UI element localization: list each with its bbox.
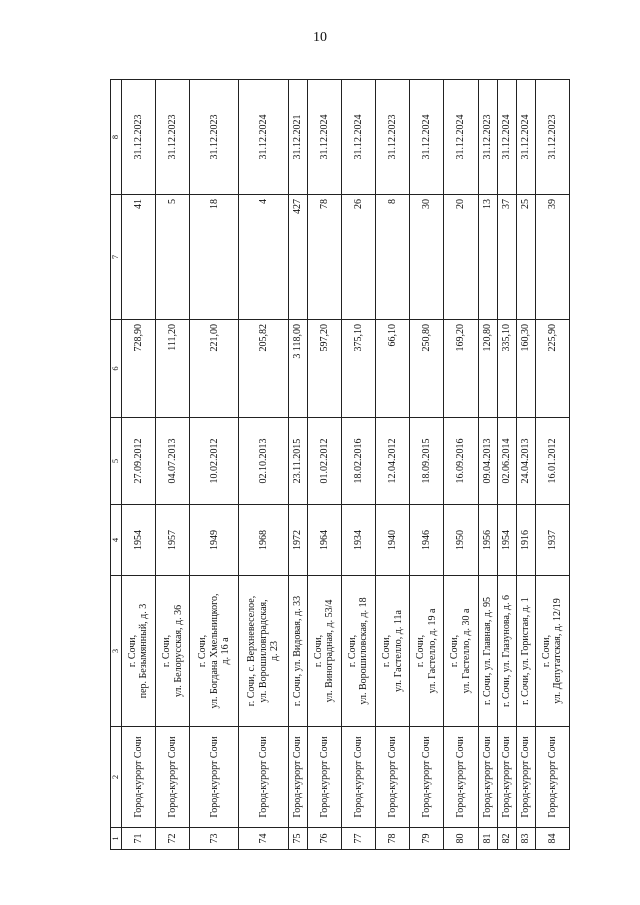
residents-cell: 4 <box>239 195 288 320</box>
residents-cell: 26 <box>341 195 375 320</box>
address-line: г. Сочи, ул. Главная, д. 95 <box>481 597 493 705</box>
address-line: д. 23 <box>269 640 281 662</box>
deadline-cell: 31.12.2024 <box>516 80 535 195</box>
row-number-cell: 77 <box>341 828 375 850</box>
page-number: 10 <box>313 30 327 45</box>
municipality-cell: Город-курорт Сочи <box>516 727 535 828</box>
municipality-cell: Город-курорт Сочи <box>410 727 444 828</box>
row-number-cell: 78 <box>376 828 410 850</box>
address-line: г. Сочи, <box>346 634 358 668</box>
year-cell: 1937 <box>535 505 569 576</box>
deadline-cell: 31.12.2024 <box>307 80 341 195</box>
address-line: г. Сочи, ул. Видовая, д. 33 <box>291 595 303 707</box>
address-line: ул. Гастелло, д. 11а <box>392 610 404 692</box>
date-cell: 02.06.2014 <box>497 418 516 505</box>
table-row <box>190 80 239 850</box>
area-cell: 205,82 <box>239 320 288 418</box>
residents-cell: 39 <box>535 195 569 320</box>
table-row <box>516 80 535 850</box>
area-cell: 3 118,00 <box>288 320 307 418</box>
address-line: г. Сочи, <box>161 634 173 668</box>
address-line: г. Сочи, ул. Гористая, д. 1 <box>519 597 531 705</box>
address-line: ул. Гастелло, д. 19 а <box>426 608 438 694</box>
address-cell <box>497 576 516 727</box>
row-number-cell: 75 <box>288 828 307 850</box>
year-cell: 1956 <box>478 505 497 576</box>
area-cell: 120,80 <box>478 320 497 418</box>
address-line: ул. Богдана Хмельницкого, <box>208 593 220 709</box>
table-body <box>121 80 569 850</box>
municipality-cell: Город-курорт Сочи <box>497 727 516 828</box>
address-cell <box>516 576 535 727</box>
table-row <box>307 80 341 850</box>
address-line: пер. Безымянный, д. 3 <box>138 603 150 699</box>
deadline-cell: 31.12.2023 <box>535 80 569 195</box>
date-cell: 09.04.2013 <box>478 418 497 505</box>
column-number: 4 <box>111 505 122 576</box>
column-number: 1 <box>111 828 122 850</box>
table-row <box>121 80 155 850</box>
date-cell: 10.02.2012 <box>190 418 239 505</box>
deadline-cell: 31.12.2023 <box>190 80 239 195</box>
housing-table <box>110 79 570 850</box>
year-cell: 1934 <box>341 505 375 576</box>
address-cell <box>121 576 155 727</box>
row-number-cell: 72 <box>155 828 189 850</box>
address-line: г. Сочи, <box>312 634 324 668</box>
residents-cell: 8 <box>376 195 410 320</box>
table-row <box>376 80 410 850</box>
area-cell: 728,90 <box>121 320 155 418</box>
municipality-cell: Город-курорт Сочи <box>307 727 341 828</box>
deadline-cell: 31.12.2023 <box>376 80 410 195</box>
residents-cell: 5 <box>155 195 189 320</box>
deadline-cell: 31.12.2023 <box>478 80 497 195</box>
address-line: г. Сочи, <box>126 634 138 668</box>
deadline-cell: 31.12.2024 <box>497 80 516 195</box>
deadline-cell: 31.12.2024 <box>239 80 288 195</box>
residents-cell: 37 <box>497 195 516 320</box>
address-cell <box>478 576 497 727</box>
residents-cell: 18 <box>190 195 239 320</box>
table-row <box>155 80 189 850</box>
municipality-cell: Город-курорт Сочи <box>376 727 410 828</box>
deadline-cell: 31.12.2021 <box>288 80 307 195</box>
row-number-cell: 79 <box>410 828 444 850</box>
address-line: ул. Ворошиловградская, <box>257 599 269 703</box>
date-cell: 02.10.2013 <box>239 418 288 505</box>
column-number: 3 <box>111 576 122 727</box>
residents-cell: 41 <box>121 195 155 320</box>
address-line: ул. Гастелло, д. 30 а <box>460 608 472 694</box>
address-line: г. Сочи, <box>381 634 393 668</box>
area-cell: 250,80 <box>410 320 444 418</box>
area-cell: 225,90 <box>535 320 569 418</box>
area-cell: 160,30 <box>516 320 535 418</box>
address-cell <box>239 576 288 727</box>
address-line: г. Сочи, <box>415 634 427 668</box>
date-cell: 16.09.2016 <box>444 418 478 505</box>
municipality-cell: Город-курорт Сочи <box>478 727 497 828</box>
date-cell: 27.09.2012 <box>121 418 155 505</box>
column-number: 2 <box>111 727 122 828</box>
year-cell: 1964 <box>307 505 341 576</box>
municipality-cell: Город-курорт Сочи <box>190 727 239 828</box>
address-cell <box>444 576 478 727</box>
date-cell: 24.04.2013 <box>516 418 535 505</box>
residents-cell: 25 <box>516 195 535 320</box>
year-cell: 1940 <box>376 505 410 576</box>
year-cell: 1954 <box>497 505 516 576</box>
year-cell: 1972 <box>288 505 307 576</box>
residents-cell: 20 <box>444 195 478 320</box>
column-number-row <box>111 80 122 850</box>
address-line: г. Сочи, <box>197 634 208 668</box>
area-cell: 335,10 <box>497 320 516 418</box>
residents-cell: 13 <box>478 195 497 320</box>
residents-cell: 30 <box>410 195 444 320</box>
rotated-table-wrapper <box>110 80 570 850</box>
table-row <box>444 80 478 850</box>
address-cell <box>288 576 307 727</box>
year-cell: 1950 <box>444 505 478 576</box>
deadline-cell: 31.12.2023 <box>121 80 155 195</box>
deadline-cell: 31.12.2024 <box>410 80 444 195</box>
year-cell: 1957 <box>155 505 189 576</box>
area-cell: 66,10 <box>376 320 410 418</box>
table-row <box>288 80 307 850</box>
table-row <box>341 80 375 850</box>
municipality-cell: Город-курорт Сочи <box>444 727 478 828</box>
residents-cell: 78 <box>307 195 341 320</box>
date-cell: 23.11.2015 <box>288 418 307 505</box>
row-number-cell: 73 <box>190 828 239 850</box>
column-number: 6 <box>111 320 122 418</box>
column-number: 7 <box>111 195 122 320</box>
area-cell: 169,20 <box>444 320 478 418</box>
residents-cell: 427 <box>288 195 307 320</box>
date-cell: 18.09.2015 <box>410 418 444 505</box>
table-row <box>535 80 569 850</box>
row-number-cell: 80 <box>444 828 478 850</box>
address-cell <box>155 576 189 727</box>
table-row <box>410 80 444 850</box>
address-cell <box>535 576 569 727</box>
date-cell: 01.02.2012 <box>307 418 341 505</box>
year-cell: 1916 <box>516 505 535 576</box>
address-line: г. Сочи, <box>540 634 552 668</box>
area-cell: 375,10 <box>341 320 375 418</box>
area-cell: 221,00 <box>190 320 239 418</box>
year-cell: 1968 <box>239 505 288 576</box>
table-row <box>478 80 497 850</box>
municipality-cell: Город-курорт Сочи <box>535 727 569 828</box>
row-number-cell: 84 <box>535 828 569 850</box>
address-line: ул. Ворошиловская, д. 18 <box>358 597 370 705</box>
row-number-cell: 82 <box>497 828 516 850</box>
area-cell: 597,20 <box>307 320 341 418</box>
address-line: г. Сочи, <box>449 634 461 668</box>
column-number: 8 <box>111 80 122 195</box>
row-number-cell: 71 <box>121 828 155 850</box>
year-cell: 1949 <box>190 505 239 576</box>
municipality-cell: Город-курорт Сочи <box>155 727 189 828</box>
address-cell <box>190 576 239 727</box>
address-cell <box>376 576 410 727</box>
row-number-cell: 83 <box>516 828 535 850</box>
area-cell: 111,20 <box>155 320 189 418</box>
table-row <box>239 80 288 850</box>
deadline-cell: 31.12.2024 <box>444 80 478 195</box>
table-row <box>497 80 516 850</box>
year-cell: 1954 <box>121 505 155 576</box>
column-number: 5 <box>111 418 122 505</box>
address-line: ул. Белорусская, д. 36 <box>172 604 184 698</box>
date-cell: 04.07.2013 <box>155 418 189 505</box>
address-cell <box>307 576 341 727</box>
date-cell: 18.02.2016 <box>341 418 375 505</box>
row-number-cell: 76 <box>307 828 341 850</box>
deadline-cell: 31.12.2023 <box>155 80 189 195</box>
row-number-cell: 81 <box>478 828 497 850</box>
row-number-cell: 74 <box>239 828 288 850</box>
municipality-cell: Город-курорт Сочи <box>239 727 288 828</box>
deadline-cell: 31.12.2024 <box>341 80 375 195</box>
date-cell: 16.01.2012 <box>535 418 569 505</box>
address-line: д. 16 а <box>220 637 231 665</box>
date-cell: 12.04.2012 <box>376 418 410 505</box>
address-line: ул. Виноградная, д. 53/4 <box>324 599 336 703</box>
address-line: г. Сочи, с. Верхневеселое, <box>246 595 258 707</box>
address-cell <box>341 576 375 727</box>
municipality-cell: Город-курорт Сочи <box>341 727 375 828</box>
municipality-cell: Город-курорт Сочи <box>288 727 307 828</box>
address-cell <box>410 576 444 727</box>
address-line: г. Сочи, ул. Глазунова, д. 6 <box>500 595 512 707</box>
year-cell: 1946 <box>410 505 444 576</box>
address-line: ул. Депутатская, д. 12/19 <box>552 598 564 704</box>
municipality-cell: Город-курорт Сочи <box>121 727 155 828</box>
